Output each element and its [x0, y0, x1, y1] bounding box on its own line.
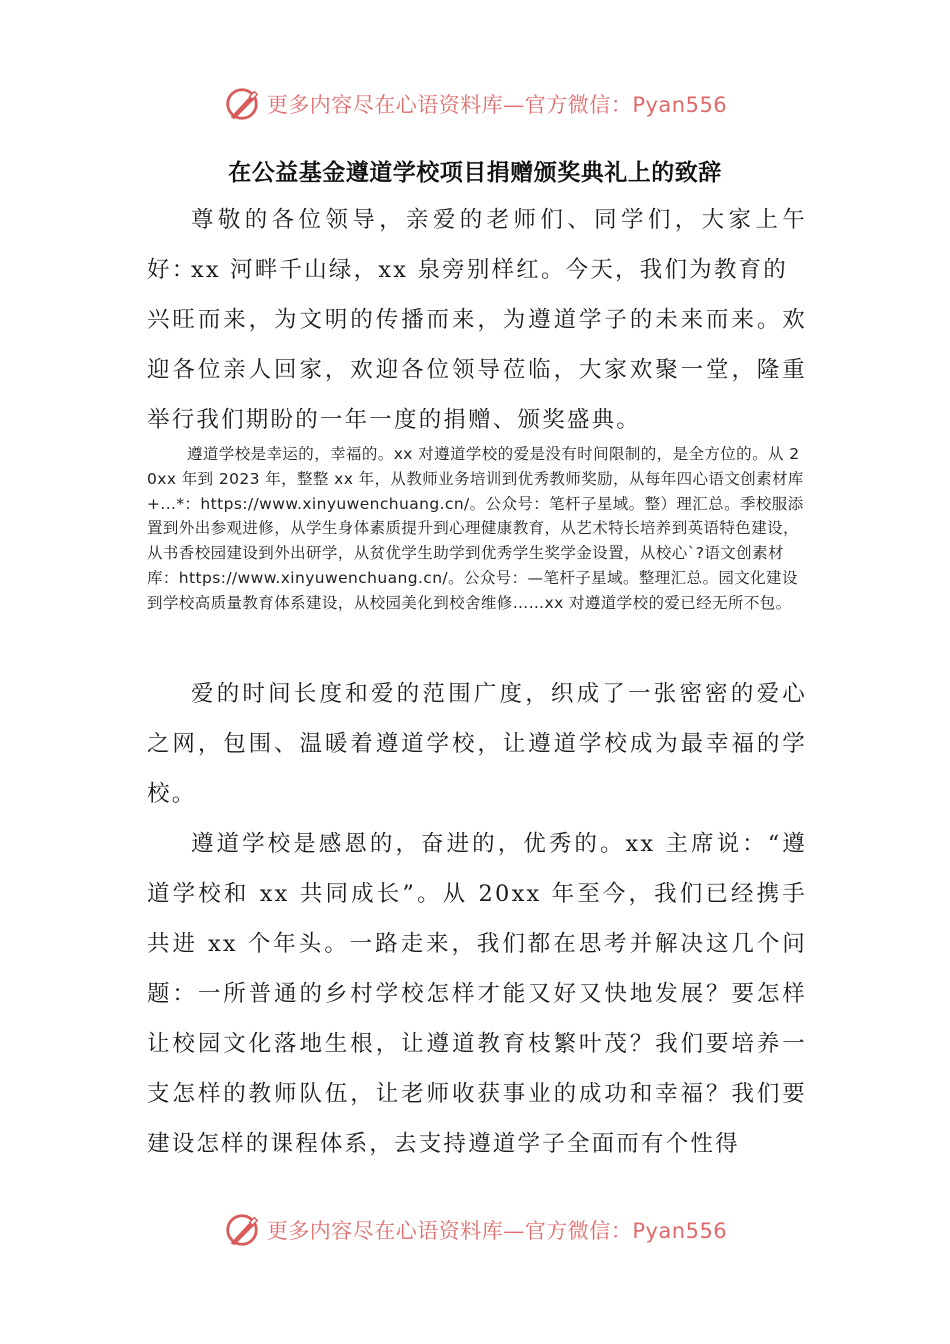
pen-nib-logo-icon — [223, 85, 261, 123]
paragraph-1-rest: 兴旺而来，为文明的传播而来，为遵道学子的未来而来。欢迎各位亲人回家，欢迎各位领导莅临，大家欢聚一堂，隆重举行我们期盼的一年一度的捐赠、颁奖盛典。 — [147, 307, 807, 433]
greeting-paragraph: 尊敬的各位领导，亲爱的老师们、同学们，大家上午好： — [147, 207, 807, 283]
document-title: 在公益基金遵道学校项目捐赠颁奖典礼上的致辞 — [228, 160, 722, 186]
banner-wechat-id: Pyan556 — [632, 93, 728, 117]
paragraph-1-first-line: xx 河畔千山绿，xx 泉旁别样红。今天，我们为教育的 — [191, 257, 788, 283]
paragraph-4: 遵道学校是感恩的，奋进的，优秀的。xx 主席说：“遵道学校和 xx 共同成长”。从 20xx 年至今，我们已经携手共进 xx 个年头。一路走来，我们都在思考并解决这几个问题：一所普通的乡村学校怎样才能又好又快地发展？要怎样让校园文化落地生根，让遵道教育枝繁叶茂？我们要培养一支怎样的教师队伍，让老师收获事业的成功和幸福？我们要建设怎样的课程体系，去支持遵道学子全面而有个性得 — [147, 831, 807, 1157]
header-watermark-banner — [0, 82, 950, 126]
banner-text: 更多内容尽在心语资料库—官方微信： — [266, 93, 633, 117]
footer-banner-wechat-id: Pyan556 — [632, 1219, 728, 1243]
footer-watermark-banner — [0, 1208, 950, 1252]
paragraph-3: 爱的时间长度和爱的范围广度，织成了一张密密的爱心之网，包围、温暖着遵道学校，让遵道学校成为最幸福的学校。 — [147, 681, 807, 807]
pen-nib-logo-icon — [223, 1211, 261, 1249]
paragraph-2-small: 遵道学校是幸运的，幸福的。xx 对遵道学校的爱是没有时间限制的，是全方位的。从 20xx 年到 2023 年，整整 xx 年，从教师业务培训到优秀教师奖励，从每年四心语文创素材库+...*：https://www.xinyuwenchuang.cn/。公众号：笔杆子星域。整）理汇总。季校服添置到外出参观进修，从学生身体素质提升到心理健康教育，从艺术特长培养到英语特色建设，从书香校园建设到外出研学，从贫优学生助学到优秀学生奖学金设置，从校心`?语文创素材库：https://www.xinyuwenchuang.cn/。公众号：—笔杆子星域。整理汇总。园文化建设到学校高质量教育体系建设，从校园美化到校舍维修……xx 对遵道学校的爱已经无所不包。 — [147, 445, 804, 612]
footer-banner-text: 更多内容尽在心语资料库—官方微信： — [266, 1219, 633, 1243]
